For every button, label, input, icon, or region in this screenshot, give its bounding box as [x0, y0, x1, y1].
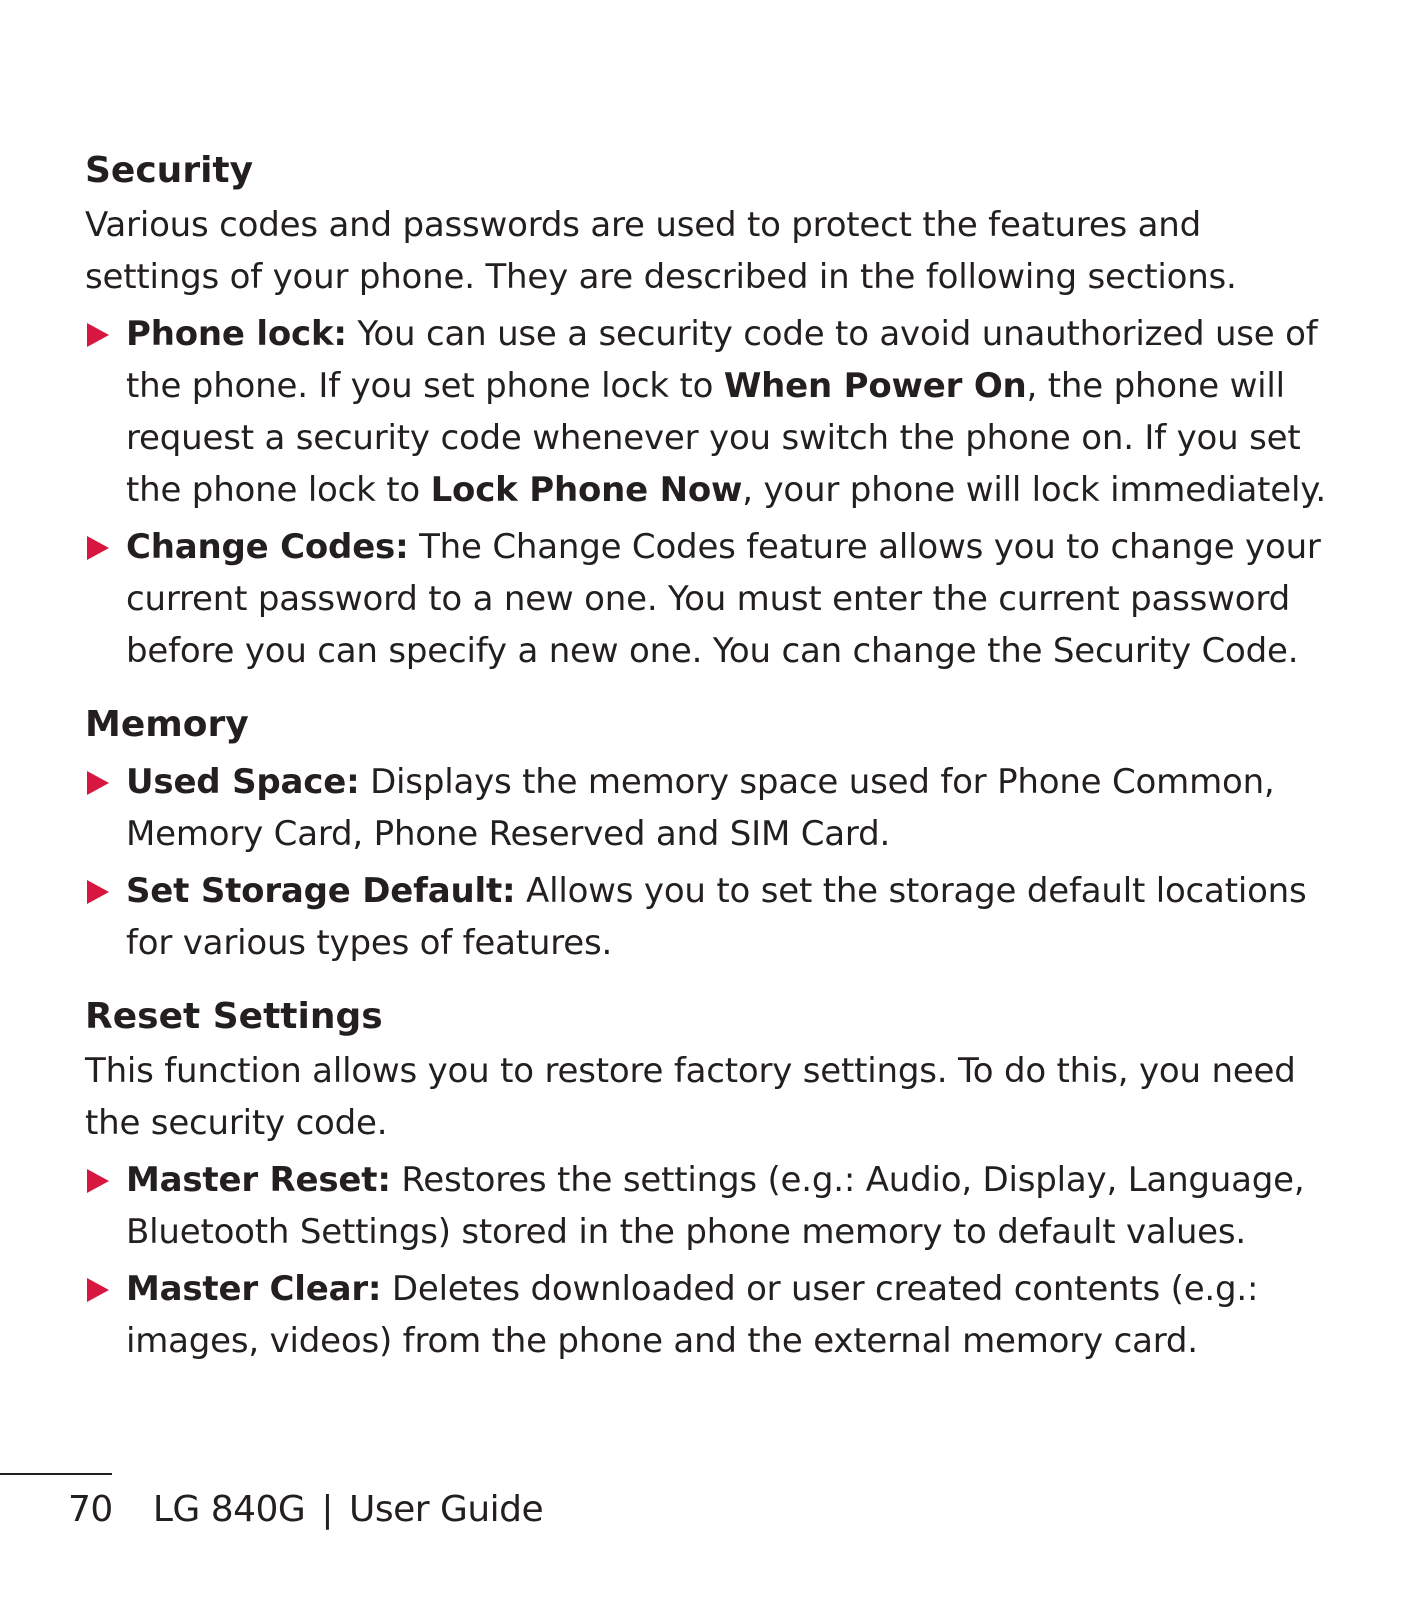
reset-intro: This function allows you to restore factory settings. To do this, you need the security code.	[85, 1051, 1296, 1143]
list-item-master-reset	[85, 1154, 1345, 1258]
footer-rule	[0, 1473, 112, 1475]
term-label: Change Codes:	[126, 527, 409, 567]
section-heading-memory: Memory	[85, 704, 249, 745]
item-text: Allows you to set the storage default locations for various types of features.	[126, 871, 1307, 963]
document-title: User Guide	[348, 1489, 544, 1530]
reset-list	[85, 1154, 1345, 1367]
bullet-triangle-icon	[87, 771, 109, 795]
item-text: You can use a security code to avoid unauthorized use of the phone. If you set phone lock to	[126, 314, 1318, 406]
term-label: Used Space:	[126, 762, 360, 802]
item-text: Displays the memory space used for Phone Common, Memory Card, Phone Reserved and SIM Card.	[126, 762, 1275, 854]
bullet-triangle-icon	[87, 880, 109, 904]
memory-list	[85, 756, 1345, 969]
item-text: The Change Codes feature allows you to change your current password to a new one. You must enter the current password before you can specify a new one. You can change the Security Code.	[126, 527, 1321, 671]
list-item-set-storage-default	[85, 865, 1345, 969]
security-list	[85, 308, 1345, 677]
item-text: , your phone will lock immediately.	[742, 470, 1326, 510]
page-footer	[68, 1487, 543, 1533]
list-item-used-space	[85, 756, 1345, 860]
term-label: Set Storage Default:	[126, 871, 516, 911]
manual-page	[85, 145, 1345, 1367]
option-when-power-on: When Power On	[723, 366, 1027, 406]
bullet-triangle-icon	[87, 536, 109, 560]
bullet-triangle-icon	[87, 1278, 109, 1302]
security-intro: Various codes and passwords are used to protect the features and settings of your phone. They are described in the following sections.	[85, 205, 1237, 297]
product-name: LG 840G	[152, 1489, 306, 1530]
bullet-triangle-icon	[87, 1169, 109, 1193]
list-item-master-clear	[85, 1263, 1345, 1367]
option-lock-phone-now: Lock Phone Now	[430, 470, 743, 510]
section-heading-security: Security	[85, 150, 254, 191]
term-label: Master Clear:	[126, 1269, 382, 1309]
item-text: , the phone will request a security code whenever you switch the phone on. If you set the phone lock to	[126, 366, 1301, 510]
term-label: Phone lock:	[126, 314, 347, 354]
item-text: Deletes downloaded or user created contents (e.g.: images, videos) from the phone and the external memory card.	[126, 1269, 1259, 1361]
term-label: Master Reset:	[126, 1160, 391, 1200]
footer-separator: |	[321, 1489, 333, 1530]
section-heading-reset-settings: Reset Settings	[85, 996, 383, 1037]
list-item-change-codes	[85, 521, 1345, 677]
list-item-phone-lock	[85, 308, 1345, 516]
item-text: Restores the settings (e.g.: Audio, Display, Language, Bluetooth Settings) stored in the phone memory to default values.	[126, 1160, 1305, 1252]
page-number: 70	[68, 1489, 113, 1530]
bullet-triangle-icon	[87, 323, 109, 347]
